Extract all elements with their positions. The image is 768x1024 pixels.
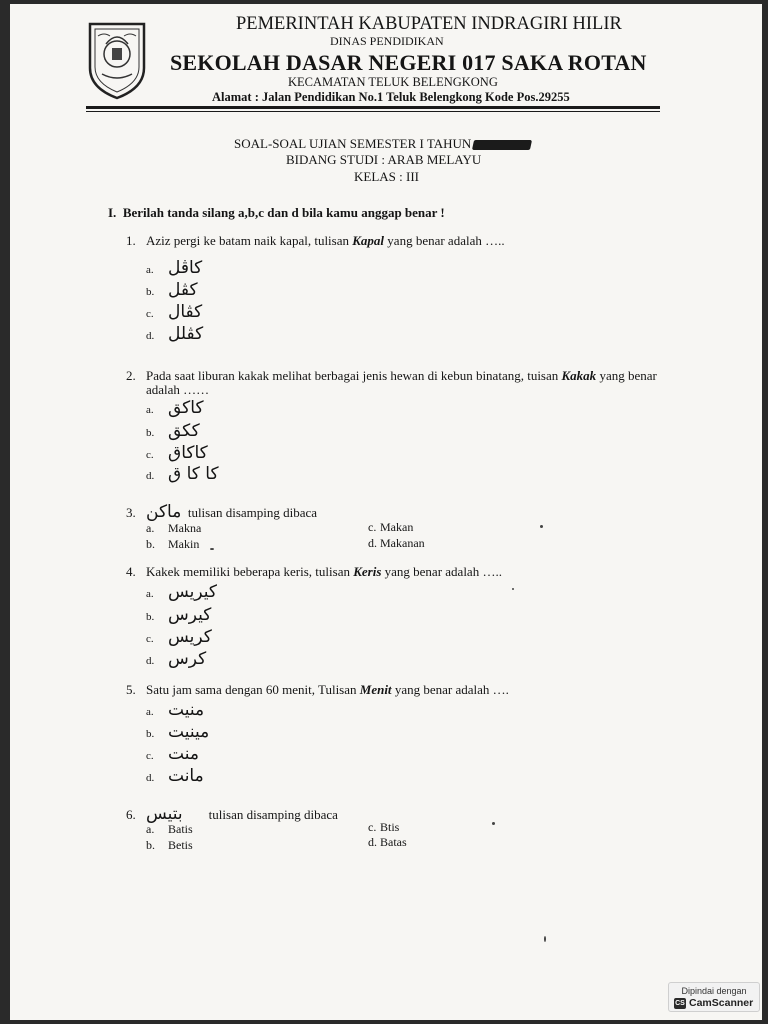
q5-option-c[interactable]: c. منت [146,744,199,764]
q4-option-a[interactable]: a. كيريس [146,582,218,602]
question-3: 3. ماكن tulisan disamping dibaca [126,502,318,522]
scan-speck [210,548,214,550]
exam-title: SOAL-SOAL UJIAN SEMESTER I TAHUN [234,136,531,152]
q3-option-c[interactable]: c. Makan [368,520,414,534]
q6-option-a[interactable]: a. Batis [146,822,193,836]
header-address: Alamat : Jalan Pendidikan No.1 Teluk Belengkong Kode Pos.29255 [212,90,570,104]
question-1: 1. Aziz pergi ke batam naik kapal, tulisan Kapal yang benar adalah ….. [126,233,505,248]
q3-option-a[interactable]: a. Makna [146,521,202,535]
q4-option-b[interactable]: b. كيرس [146,605,212,625]
camscanner-watermark: Dipindai dengan CS CamScanner [668,982,760,1012]
question-5: 5. Satu jam sama dengan 60 menit, Tulisan Menit yang benar adalah …. [126,682,509,697]
q3-option-b[interactable]: b. Makin [146,537,200,551]
q6-option-d[interactable]: d. Batas [368,835,407,849]
q2-option-d[interactable]: d. كا كا ق [146,464,219,484]
regency-emblem-icon [84,18,150,100]
q3-option-d[interactable]: d. Makanan [368,536,425,550]
q1-option-b[interactable]: b. كڤل [146,280,198,300]
camscanner-logo-icon: CS [675,1000,685,1007]
q6-option-c[interactable]: c. Btis [368,820,400,834]
question-6: 6. بتيس tulisan disamping dibaca [126,804,338,824]
q1-option-c[interactable]: c. كڤال [146,302,203,322]
header-divider-thick [86,106,660,109]
header-government-line: PEMERINTAH KABUPATEN INDRAGIRI HILIR [236,14,622,34]
header-district: KECAMATAN TELUK BELENGKONG [288,75,498,89]
question-4: 4. Kakek memiliki beberapa keris, tulisan Keris yang benar adalah ….. [126,564,502,579]
scan-speck [492,822,495,825]
q5-option-a[interactable]: a. منيت [146,700,205,720]
header-school-name: SEKOLAH DASAR NEGERI 017 SAKA ROTAN [170,50,647,75]
question-2-line2: adalah …… [146,382,210,397]
q5-option-d[interactable]: d. مانت [146,766,204,786]
section-instruction: I. Berilah tanda silang a,b,c dan d bila kamu anggap benar ! [108,205,445,220]
q4-option-c[interactable]: c. كريس [146,627,212,647]
scan-speck [544,936,546,942]
q2-option-b[interactable]: b. ككق [146,421,200,441]
question-2: 2. Pada saat liburan kakak melihat berbagai jenis hewan di kebun binatang, tuisan Kakak yang benar [126,368,657,383]
scan-speck [512,588,514,590]
q2-option-a[interactable]: a. كاكق [146,398,204,418]
redacted-year [472,140,532,150]
scan-speck [540,525,543,528]
q2-option-c[interactable]: c. كاكاق [146,443,208,463]
header-department-line: DINAS PENDIDIKAN [330,34,444,48]
exam-subject: BIDANG STUDI : ARAB MELAYU [286,152,482,167]
q1-option-d[interactable]: d. كڤلل [146,324,204,344]
q1-option-a[interactable]: a. كاڤل [146,258,203,278]
q4-option-d[interactable]: d. كرس [146,649,207,669]
q5-option-b[interactable]: b. مينيت [146,722,210,742]
exam-class: KELAS : III [354,169,419,184]
header-divider-thin [86,111,660,112]
q6-option-b[interactable]: b. Betis [146,838,193,852]
